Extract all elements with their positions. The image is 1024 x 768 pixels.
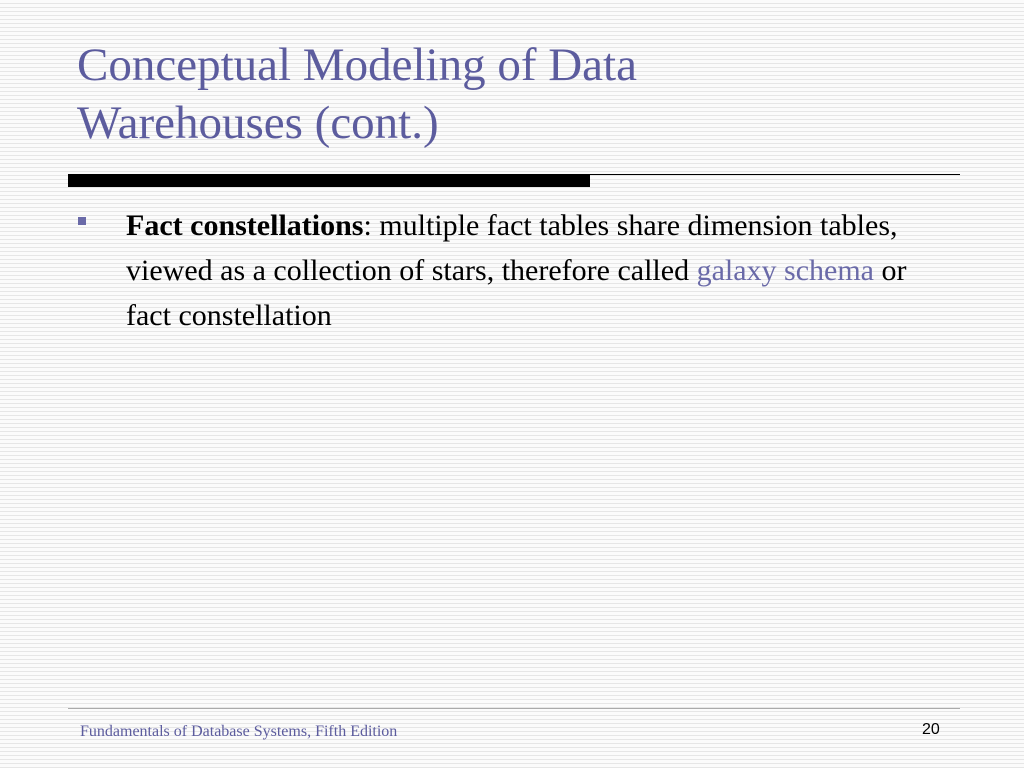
bullet-highlight: galaxy schema (696, 254, 874, 287)
footer-text: Fundamentals of Database Systems, Fifth Edition (80, 723, 398, 740)
bullet-text (126, 203, 926, 338)
slide-title (77, 36, 977, 152)
page-number: 20 (922, 721, 940, 738)
slide-title-line-1: Conceptual Modeling of Data (77, 39, 637, 91)
bullet-text-part-1: : multiple fact tables share dimension tables, viewed as a collection of stars, therefore called (126, 209, 898, 287)
slide-title-line-2: Warehouses (cont.) (77, 97, 439, 149)
title-divider-thick (68, 175, 590, 187)
bullet-text-part-2: or fact constellation (126, 254, 907, 332)
footer-divider (68, 708, 960, 709)
square-bullet-icon (78, 217, 86, 225)
bullet-term: Fact constellations (126, 209, 364, 242)
